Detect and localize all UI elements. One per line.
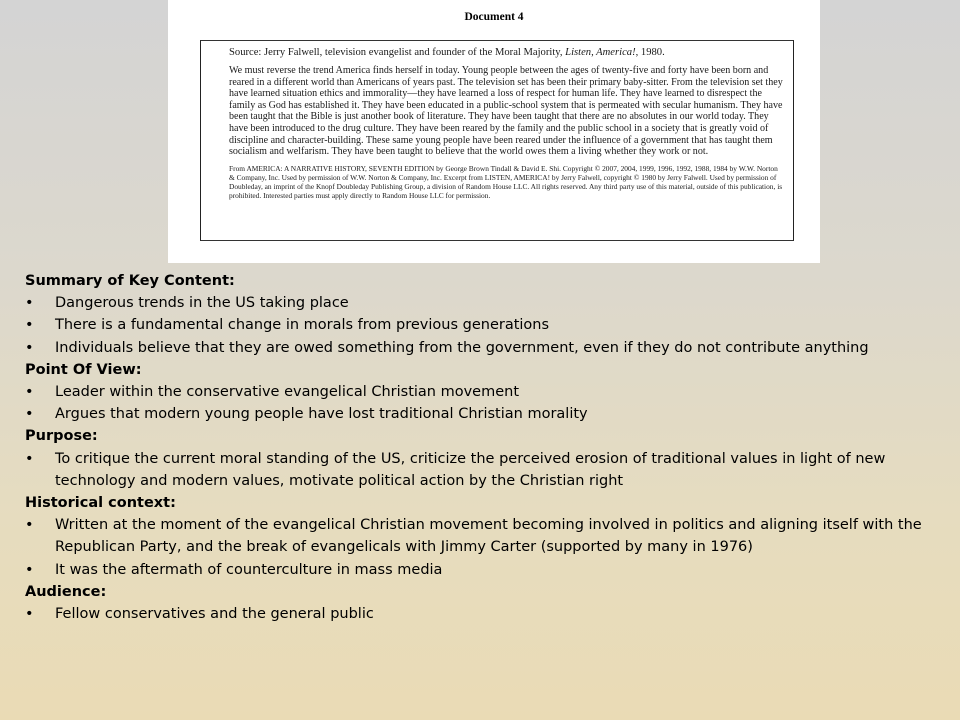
bullet-icon: • — [25, 339, 34, 356]
bullet-icon: • — [25, 295, 34, 312]
audience-heading: Audience: — [25, 583, 107, 600]
document-copyright: From AMERICA: A NARRATIVE HISTORY, SEVENTH EDITION by George Brown Tindall & David E. Shi. Copyright © 2007, 2004, 1999, 1996, 1992, 1988, 1984 by W.W. Norton & Company, Inc. Used by permission of W.W. Norton & Company, Inc. Excerpt from LISTEN, AMERICA! by Jerry Falwell, copyright © 1980 by Jerry Falwell. Used by permission of Doubleday, an imprint of the Knopf Doubleday Publishing Group, a division of Random House LLC. All rights reserved. Any third party use of this material, outside of this publication, is prohibited. Interested parties must apply directly to Random House LLC for permission. — [229, 163, 783, 200]
document-body: We must reverse the trend America finds herself in today. Young people between the ages of twenty-five and forty have been born and reared in a different world than Americans of years past. The television set has been their primary baby-sitter. From the television set they have learned situation ethics and immorality—they have learned a loss of respect for human life. They have learned to disrespect the family as God has established it. They have been educated in a public-school system that is permeated with secular humanism. They have been taught that the Bible is just another book of literature. They have been taught that there are no absolutes in our world today. They have been introduced to the drug culture. They have been reared by the family and the public school in a society that is greatly void of discipline and character-building. These same young people have been reared under the influence of a government that has taught them socialism and welfarism. They have been taught to believe that the world owes them a living whether they work or not. — [229, 65, 783, 158]
point-of-view-heading: Point Of View: — [25, 361, 142, 378]
list-item: • Individuals believe that they are owed something from the government, even if they do not contribute anything — [25, 337, 955, 359]
source-suffix: , 1980. — [635, 47, 665, 58]
list-item: • To critique the current moral standing of the US, criticize the perceived erosion of traditional values in light of new technology and modern values, motivate political action by the Christian right — [25, 448, 955, 492]
list-item: • There is a fundamental change in morals from previous generations — [25, 314, 955, 336]
source-title: Listen, America! — [565, 47, 636, 58]
list-item: • Leader within the conservative evangelical Christian movement — [25, 381, 955, 403]
list-item: • Fellow conservatives and the general public — [25, 603, 955, 625]
bullet-icon: • — [25, 517, 34, 534]
document-box — [200, 40, 794, 241]
document-source — [229, 46, 783, 59]
bullet-icon: • — [25, 450, 34, 467]
bullet-icon: • — [25, 406, 34, 423]
list-item: • Written at the moment of the evangelical Christian movement becoming involved in politics and aligning itself with the Republican Party, and the break of evangelicals with Jimmy Carter (supported by many in 1976) — [25, 514, 955, 558]
historical-context-heading: Historical context: — [25, 495, 176, 512]
key-content-heading: Summary of Key Content: — [25, 273, 235, 289]
document-image — [168, 0, 820, 263]
list-item: • Dangerous trends in the US taking place — [25, 292, 955, 314]
list-item: • It was the aftermath of counterculture in mass media — [25, 559, 955, 581]
bullet-icon: • — [25, 561, 34, 578]
bullet-icon: • — [25, 317, 34, 334]
list-item: • Argues that modern young people have lost traditional Christian morality — [25, 403, 955, 425]
purpose-heading: Purpose: — [25, 428, 98, 445]
bullet-icon: • — [25, 606, 34, 623]
source-prefix: Source: Jerry Falwell, television evangelist and founder of the Moral Majority, — [229, 47, 566, 58]
bullet-icon: • — [25, 384, 34, 401]
summary-section — [25, 270, 955, 625]
document-title: Document 4 — [464, 11, 524, 23]
